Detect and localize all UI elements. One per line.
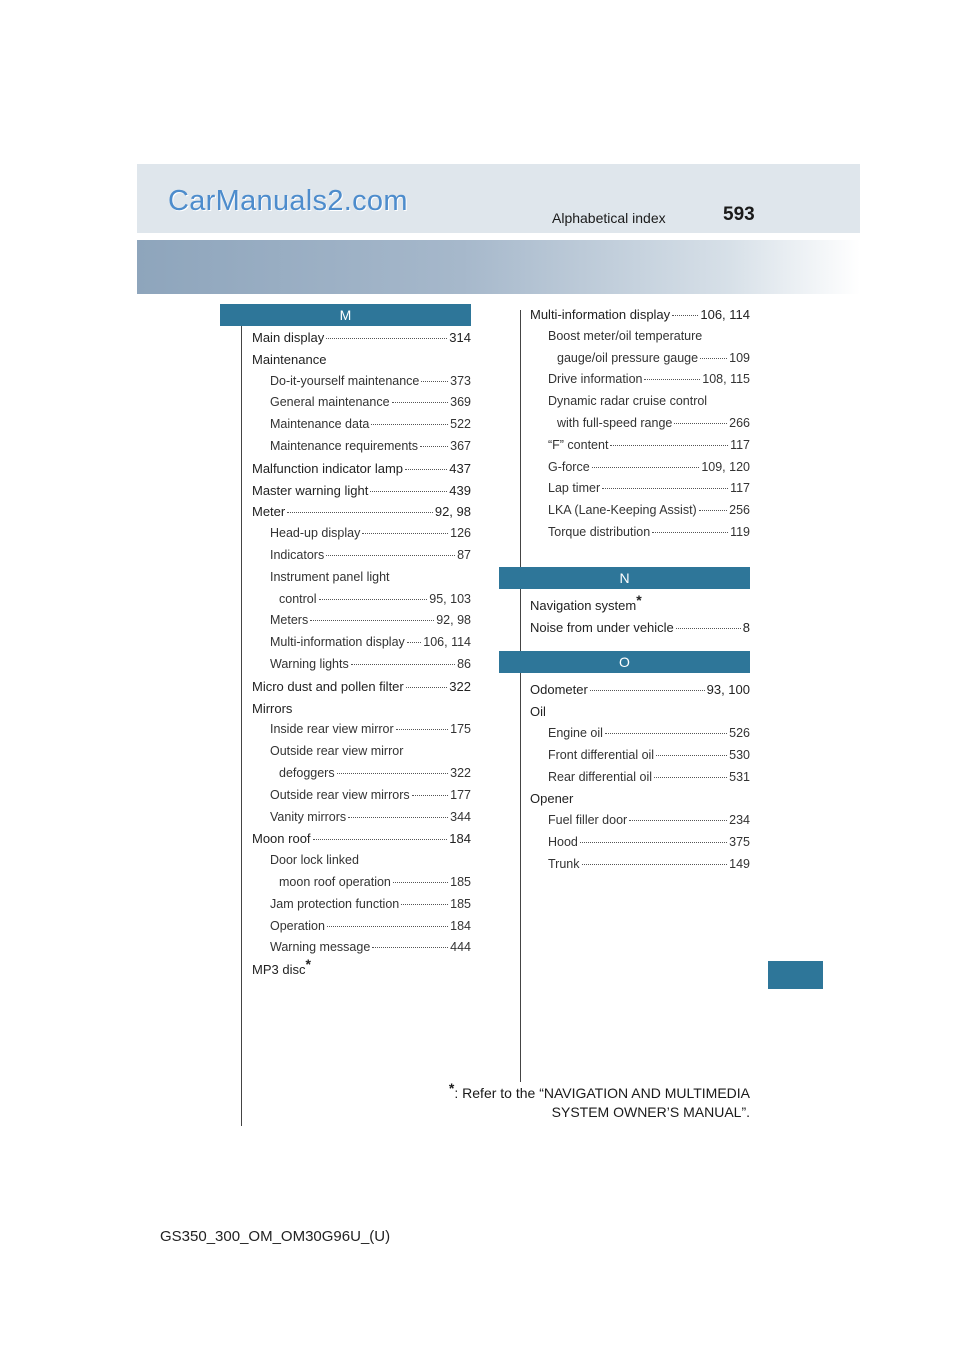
entry-page-reference: 531 xyxy=(729,769,750,784)
entry-page-reference: 177 xyxy=(450,787,471,802)
entry-term: Opener xyxy=(530,791,574,807)
dot-leader xyxy=(337,773,449,774)
entry-term: Outside rear view mirrors xyxy=(270,787,410,802)
entry-page-reference: 119 xyxy=(730,524,750,539)
entry-page-reference: 117 xyxy=(730,481,750,496)
entry-page-reference: 322 xyxy=(450,765,471,780)
entry-term: Master warning light xyxy=(252,482,369,498)
entry-page-reference: 266 xyxy=(729,415,750,430)
entry-term: Dynamic radar cruise control xyxy=(548,394,708,409)
left-column xyxy=(220,304,471,981)
entry-term: Meter xyxy=(252,504,286,520)
index-entry xyxy=(252,741,471,763)
index-entry xyxy=(252,480,471,502)
entry-term: Warning message xyxy=(270,940,371,955)
index-entry xyxy=(252,523,471,545)
dot-leader xyxy=(656,755,727,756)
index-entry xyxy=(252,610,471,632)
entry-term: Rear differential oil xyxy=(548,769,652,784)
index-entry xyxy=(252,371,471,393)
index-entry xyxy=(530,326,750,348)
entry-page-reference: 439 xyxy=(449,482,471,498)
section-title: Alphabetical index xyxy=(552,210,666,226)
entry-page-reference: 106, 114 xyxy=(700,307,750,322)
entry-term: Maintenance xyxy=(252,351,327,367)
entry-term: Vanity mirrors xyxy=(270,809,347,824)
entry-term: Oil xyxy=(530,704,546,720)
dot-leader xyxy=(319,599,428,600)
entry-page-reference: 184 xyxy=(450,918,471,933)
index-list-o xyxy=(499,679,750,875)
dot-leader xyxy=(652,532,728,533)
dot-leader xyxy=(327,926,448,927)
index-entry xyxy=(530,500,750,522)
index-entry xyxy=(252,828,471,850)
entry-term: Odometer xyxy=(530,682,588,698)
index-list-m xyxy=(220,326,471,981)
index-list-m-continued xyxy=(499,304,750,544)
entry-term: Head-up display xyxy=(270,526,361,541)
entry-term: Navigation system xyxy=(530,597,637,613)
index-entry xyxy=(530,478,750,500)
footnote xyxy=(404,1080,750,1122)
entry-page-reference: 234 xyxy=(729,813,750,828)
entry-term: Operation xyxy=(270,918,325,933)
entry-page-reference: 526 xyxy=(729,725,750,740)
index-entry xyxy=(530,810,750,832)
entry-page-reference: 175 xyxy=(450,722,471,737)
dot-leader xyxy=(371,424,448,425)
index-entry xyxy=(252,392,471,414)
index-entry xyxy=(252,436,471,458)
entry-term: Do-it-yourself maintenance xyxy=(270,373,420,388)
index-entry xyxy=(530,457,750,479)
index-entry xyxy=(252,807,471,829)
entry-term: Outside rear view mirror xyxy=(270,744,404,759)
footnote-line-1: : Refer to the “NAVIGATION AND MULTIMEDIA xyxy=(454,1085,750,1101)
entry-page-reference: 344 xyxy=(450,809,471,824)
entry-page-reference: 444 xyxy=(450,940,471,955)
index-entry xyxy=(530,723,750,745)
entry-page-reference: 256 xyxy=(729,503,750,518)
entry-page-reference: 108, 115 xyxy=(702,372,750,387)
entry-term: General maintenance xyxy=(270,395,390,410)
entry-page-reference: 92, 98 xyxy=(436,613,471,628)
entry-term: Maintenance data xyxy=(270,417,370,432)
entry-term: Warning lights xyxy=(270,656,349,671)
dot-leader xyxy=(699,510,727,511)
index-entry xyxy=(530,788,750,810)
letter-header-o: O xyxy=(499,651,750,673)
entry-term: Drive information xyxy=(548,372,643,387)
index-entry xyxy=(530,348,750,370)
entry-term: Moon roof xyxy=(252,831,311,847)
index-entry xyxy=(530,304,750,326)
index-entry xyxy=(530,854,750,876)
entry-page-reference: 522 xyxy=(450,417,471,432)
entry-term: Multi-information display xyxy=(270,635,405,650)
dot-leader xyxy=(582,864,728,865)
dot-leader xyxy=(393,882,448,883)
entry-page-reference: 109, 120 xyxy=(701,459,750,474)
dot-leader xyxy=(351,664,455,665)
dot-leader xyxy=(602,488,728,489)
dot-leader xyxy=(407,642,421,643)
index-entry xyxy=(530,391,750,413)
index-entry xyxy=(530,413,750,435)
entry-page-reference: 86 xyxy=(457,656,471,671)
index-entry xyxy=(252,327,471,349)
chapter-tab xyxy=(768,961,823,989)
entry-page-reference: 92, 98 xyxy=(434,504,471,520)
dot-leader xyxy=(644,379,700,380)
entry-term: Trunk xyxy=(548,856,580,871)
index-entry xyxy=(252,698,471,720)
entry-page-reference: 367 xyxy=(450,438,471,453)
entry-term: Lap timer xyxy=(548,481,601,496)
dot-leader xyxy=(313,839,448,840)
index-entry xyxy=(252,589,471,611)
index-entry xyxy=(252,654,471,676)
dot-leader xyxy=(654,777,727,778)
dot-leader xyxy=(592,467,700,468)
dot-leader xyxy=(396,729,449,730)
footnote-reference-star: * xyxy=(636,591,642,608)
page-number: 593 xyxy=(723,204,755,225)
index-entry xyxy=(530,832,750,854)
dot-leader xyxy=(401,904,448,905)
entry-term: Maintenance requirements xyxy=(270,438,418,453)
index-entry xyxy=(252,719,471,741)
entry-term: G-force xyxy=(548,459,590,474)
document-code: GS350_300_OM_OM30G96U_(U) xyxy=(160,1228,391,1245)
entry-page-reference: 185 xyxy=(450,874,471,889)
dot-leader xyxy=(392,402,449,403)
index-entry xyxy=(530,701,750,723)
index-entry xyxy=(530,522,750,544)
dot-leader xyxy=(420,446,448,447)
dot-leader xyxy=(421,381,448,382)
dot-leader xyxy=(370,491,447,492)
index-entry xyxy=(252,632,471,654)
entry-term: Engine oil xyxy=(548,725,603,740)
entry-term: gauge/oil pressure gauge xyxy=(557,350,699,365)
footnote-line-2: SYSTEM OWNER’S MANUAL”. xyxy=(551,1104,750,1120)
entry-term: control xyxy=(279,591,317,606)
entry-term: Boost meter/oil temperature xyxy=(548,328,703,343)
entry-term: Meters xyxy=(270,613,309,628)
dot-leader xyxy=(405,469,447,470)
footnote-star: * xyxy=(448,1080,455,1096)
entry-page-reference: 530 xyxy=(729,747,750,762)
dot-leader xyxy=(326,338,447,339)
dot-leader xyxy=(406,687,448,688)
index-entry xyxy=(252,501,471,523)
entry-term: Instrument panel light xyxy=(270,569,390,584)
entry-term: Jam protection function xyxy=(270,896,400,911)
entry-term: Indicators xyxy=(270,547,325,562)
dot-leader xyxy=(605,733,727,734)
index-entry xyxy=(252,349,471,371)
dot-leader xyxy=(348,817,448,818)
dot-leader xyxy=(372,947,448,948)
entry-term: “F” content xyxy=(548,437,609,452)
index-entry xyxy=(252,545,471,567)
entry-term: Mirrors xyxy=(252,700,293,716)
entry-page-reference: 375 xyxy=(729,834,750,849)
index-entry xyxy=(252,414,471,436)
entry-term: MP3 disc xyxy=(252,962,306,978)
dot-leader xyxy=(629,820,727,821)
entry-term: Multi-information display xyxy=(530,307,671,322)
dot-leader xyxy=(310,620,434,621)
entry-term: LKA (Lane-Keeping Assist) xyxy=(548,503,697,518)
dot-leader xyxy=(674,423,727,424)
entry-page-reference: 373 xyxy=(450,373,471,388)
entry-page-reference: 314 xyxy=(449,330,471,345)
entry-page-reference: 369 xyxy=(450,395,471,410)
entry-term: Malfunction indicator lamp xyxy=(252,460,404,476)
entry-page-reference: 95, 103 xyxy=(429,591,471,606)
index-entry xyxy=(252,937,471,959)
entry-term: Inside rear view mirror xyxy=(270,722,394,737)
dot-leader xyxy=(672,315,698,316)
letter-header-m: M xyxy=(220,304,471,326)
letter-header-n: N xyxy=(499,567,750,589)
index-entry xyxy=(252,872,471,894)
entry-term: Noise from under vehicle xyxy=(530,619,674,635)
entry-term: with full-speed range xyxy=(557,415,673,430)
entry-term: Hood xyxy=(548,834,578,849)
entry-term: defoggers xyxy=(279,765,335,780)
entry-term: Door lock linked xyxy=(270,853,359,868)
footnote-reference-star: * xyxy=(305,956,311,973)
entry-page-reference: 106, 114 xyxy=(423,635,471,650)
index-entry xyxy=(252,785,471,807)
index-entry xyxy=(252,567,471,589)
right-column xyxy=(499,304,750,876)
dot-leader xyxy=(580,842,727,843)
entry-page-reference: 93, 100 xyxy=(706,682,750,698)
entry-page-reference: 8 xyxy=(742,619,750,635)
dot-leader xyxy=(700,358,727,359)
index-entry xyxy=(252,894,471,916)
entry-page-reference: 126 xyxy=(450,526,471,541)
index-entry xyxy=(252,956,471,981)
entry-page-reference: 149 xyxy=(729,856,750,871)
dot-leader xyxy=(610,445,728,446)
index-entry xyxy=(530,745,750,767)
index-entry xyxy=(252,850,471,872)
entry-term: Main display xyxy=(252,330,325,345)
dot-leader xyxy=(287,512,433,513)
entry-term: Fuel filler door xyxy=(548,813,628,828)
entry-page-reference: 322 xyxy=(449,678,471,694)
dot-leader xyxy=(326,555,455,556)
entry-page-reference: 87 xyxy=(457,547,471,562)
entry-page-reference: 109 xyxy=(729,350,750,365)
index-entry xyxy=(252,676,471,698)
entry-term: Torque distribution xyxy=(548,524,651,539)
index-entry xyxy=(530,435,750,457)
entry-page-reference: 184 xyxy=(449,831,471,847)
index-entry xyxy=(252,763,471,785)
dot-leader xyxy=(676,628,741,629)
dot-leader xyxy=(412,795,449,796)
index-entry xyxy=(252,458,471,480)
gradient-band xyxy=(137,240,860,294)
entry-page-reference: 185 xyxy=(450,896,471,911)
dot-leader xyxy=(362,533,448,534)
index-entry xyxy=(530,591,750,617)
entry-term: Micro dust and pollen filter xyxy=(252,678,404,694)
entry-term: Front differential oil xyxy=(548,747,655,762)
index-entry xyxy=(530,617,750,639)
index-list-n xyxy=(499,591,750,639)
dot-leader xyxy=(590,690,705,691)
index-entry xyxy=(530,767,750,789)
entry-page-reference: 117 xyxy=(730,437,750,452)
index-entry xyxy=(530,679,750,701)
watermark-logo: CarManuals2.com xyxy=(168,185,408,217)
index-entry xyxy=(530,369,750,391)
index-entry xyxy=(252,916,471,938)
entry-term: moon roof operation xyxy=(279,874,391,889)
entry-page-reference: 437 xyxy=(449,460,471,476)
